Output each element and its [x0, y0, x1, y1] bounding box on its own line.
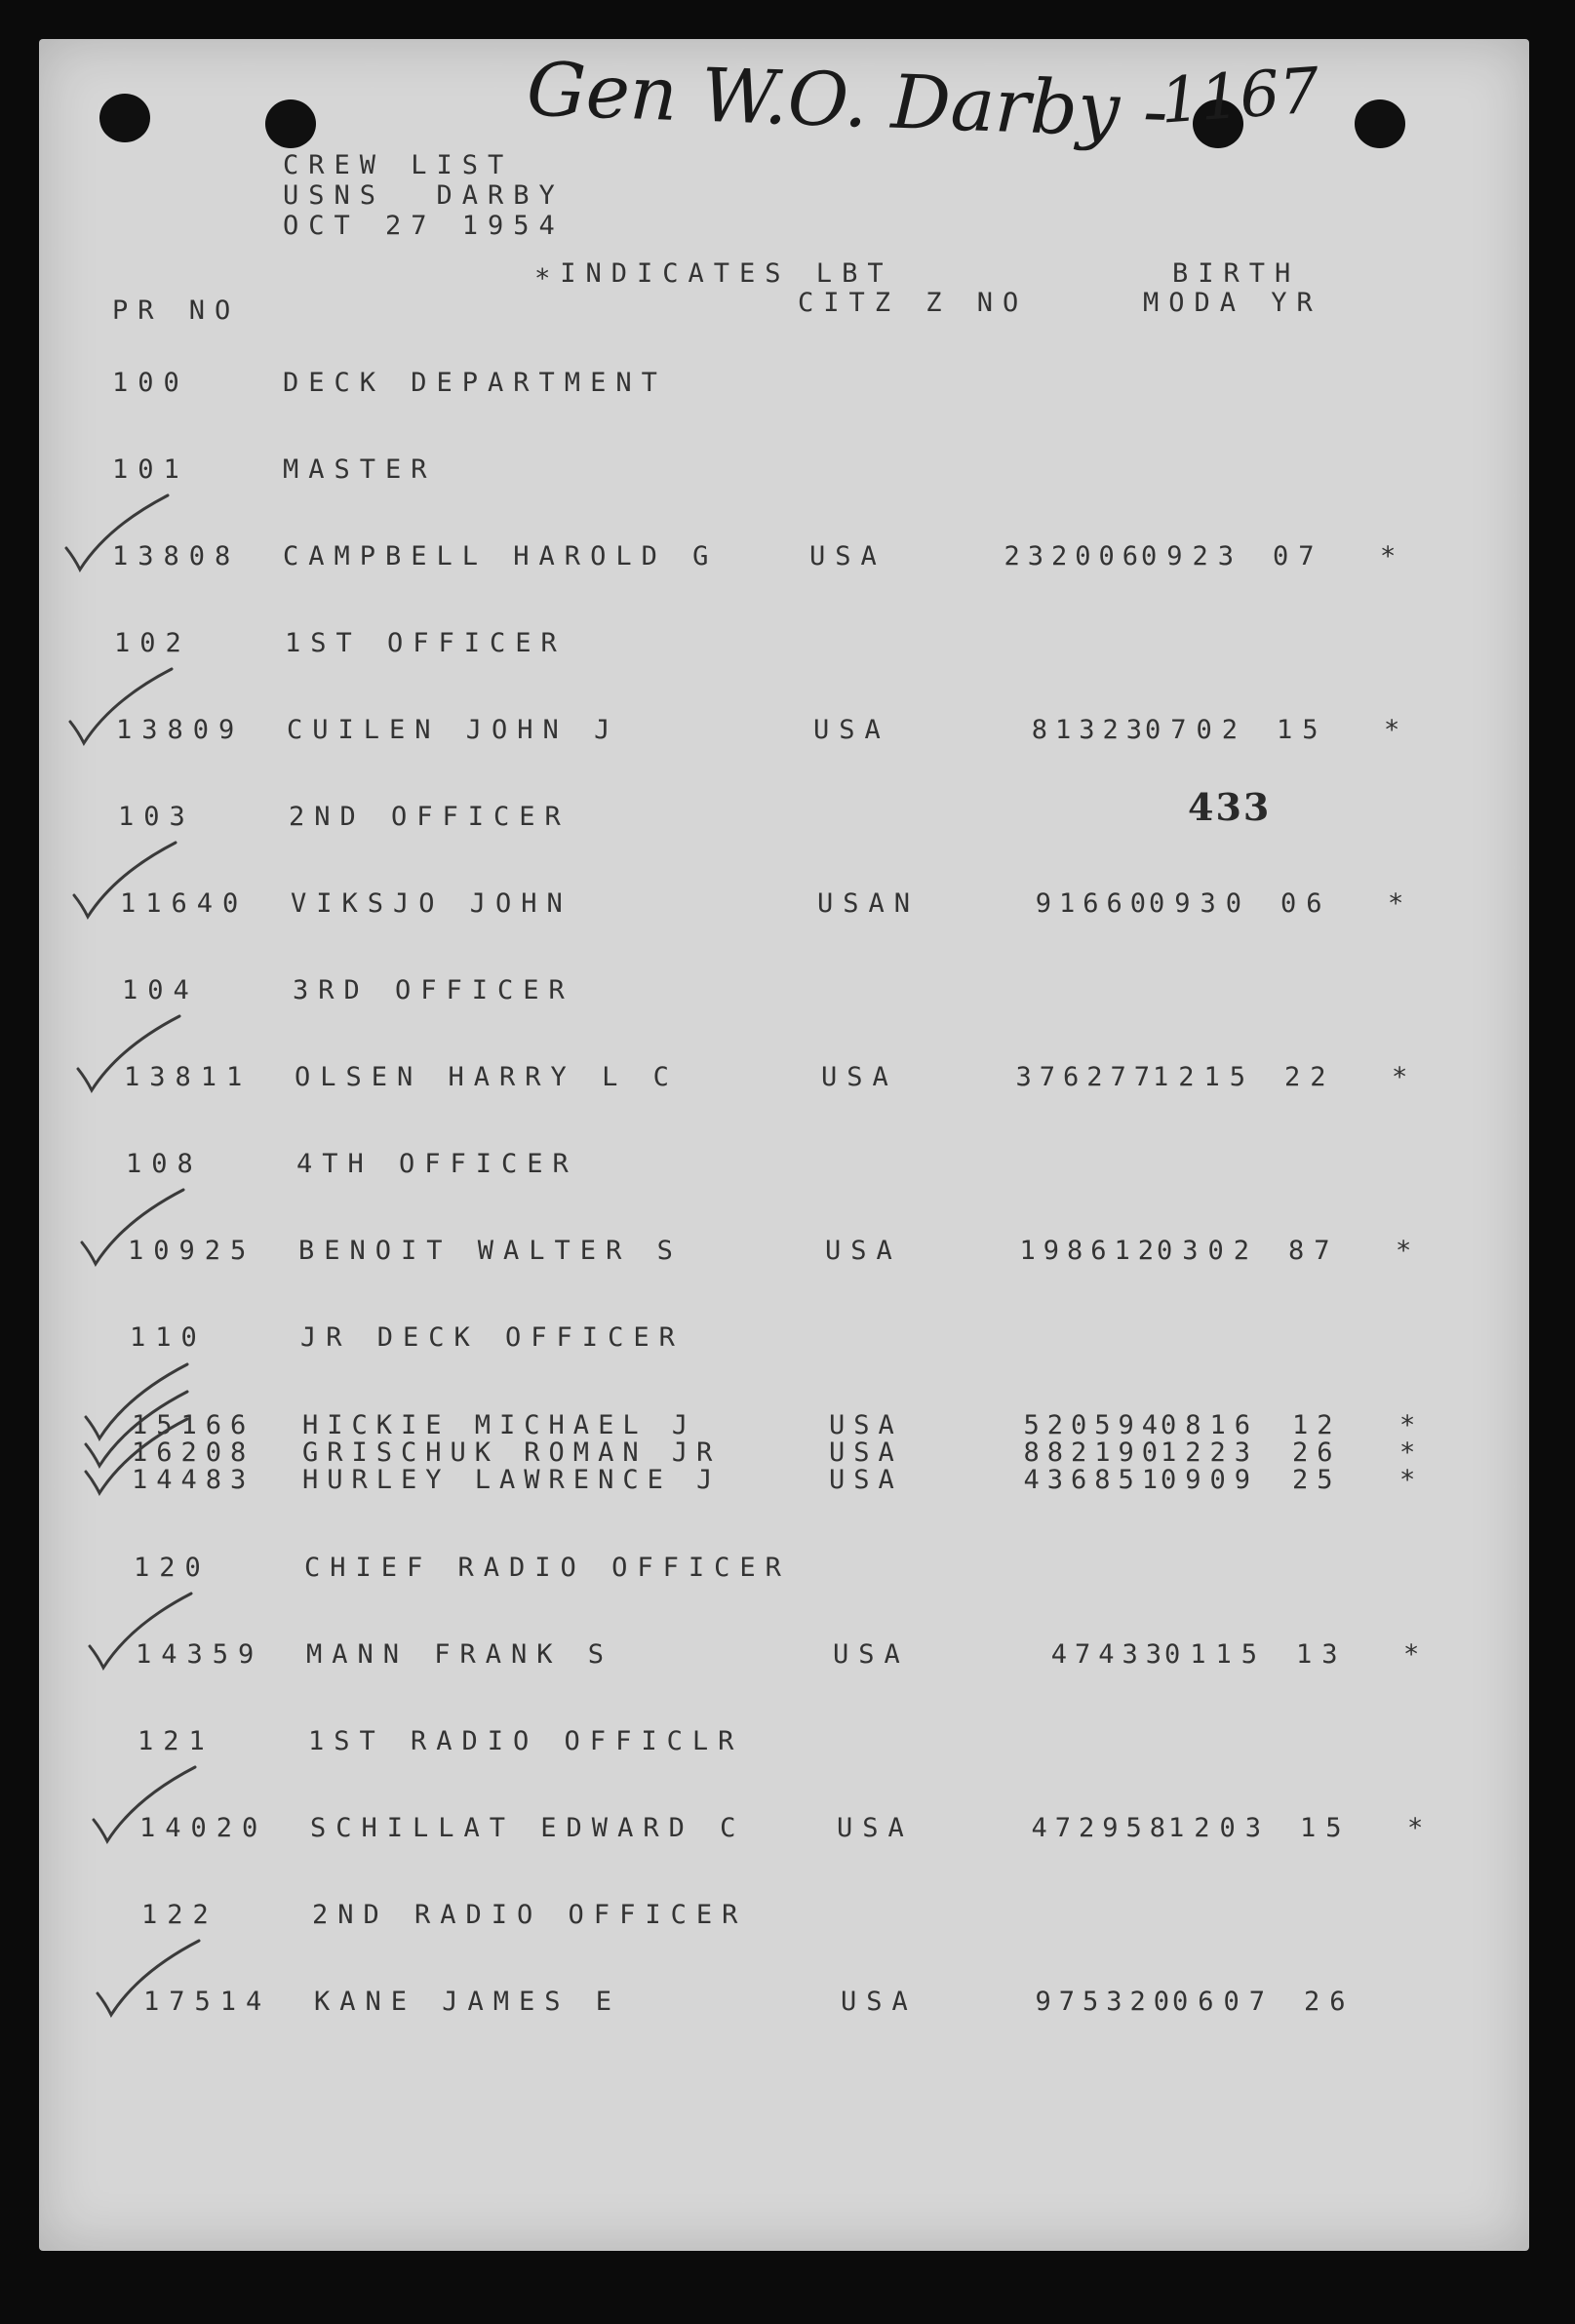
crew-citizenship: USA: [809, 541, 886, 571]
crew-pr-number: 11640: [120, 888, 249, 919]
crew-name: VIKSJO JOHN: [291, 888, 572, 919]
crew-birth-moda: 1223: [1161, 1438, 1260, 1468]
section-title: 2ND OFFICER: [289, 802, 571, 832]
section-code: 100: [112, 368, 189, 398]
crew-birth-year: 87: [1288, 1236, 1340, 1266]
crew-z-number: 520594: [1023, 1410, 1165, 1440]
section-title: DECK DEPARTMENT: [283, 368, 667, 398]
crew-citizenship: USA: [829, 1438, 903, 1468]
crew-birth-moda: 0909: [1161, 1465, 1260, 1495]
crew-lbt-mark: *: [1380, 541, 1406, 571]
crew-lbt-mark: *: [1399, 1410, 1425, 1440]
check-mark-icon: [60, 488, 177, 575]
crew-lbt-mark: *: [1396, 1236, 1422, 1266]
crew-z-number: 232006: [1004, 541, 1146, 571]
crew-birth-year: 12: [1292, 1410, 1342, 1440]
crew-birth-moda: 0702: [1145, 715, 1248, 745]
crew-birth-moda: 0816: [1161, 1410, 1260, 1440]
crew-birth-year: 22: [1284, 1062, 1336, 1092]
crew-name: BENOIT WALTER S: [298, 1236, 683, 1266]
section-title: JR DECK OFFICER: [300, 1322, 685, 1353]
crew-lbt-mark: *: [1399, 1465, 1425, 1495]
crew-birth-year: 13: [1296, 1639, 1348, 1670]
crew-citizenship: USA: [841, 1987, 918, 2017]
section-code: 108: [126, 1149, 203, 1179]
crew-pr-number: 14020: [139, 1813, 268, 1843]
handwritten-number: 1167: [1158, 55, 1322, 138]
crew-birth-moda: 1203: [1168, 1813, 1272, 1843]
crew-z-number: 472958: [1031, 1813, 1173, 1843]
section-code: 102: [114, 628, 191, 658]
handwritten-title: Gen W.O. Darby -: [525, 45, 1170, 155]
crew-name: CUILEN JOHN J: [287, 715, 620, 745]
section-title: 1ST RADIO OFFICLR: [308, 1726, 744, 1756]
crew-lbt-mark: *: [1392, 1062, 1418, 1092]
crew-z-number: 198612: [1019, 1236, 1162, 1266]
section-code: 121: [138, 1726, 215, 1756]
crew-z-number: 436851: [1023, 1465, 1165, 1495]
crew-citizenship: USA: [833, 1639, 910, 1670]
crew-birth-year: 26: [1292, 1438, 1342, 1468]
crew-pr-number: 16208: [132, 1438, 256, 1468]
section-code: 103: [118, 802, 195, 832]
punch-hole-left: [99, 94, 150, 142]
crew-pr-number: 14483: [132, 1465, 256, 1495]
section-title: 1ST OFFICER: [285, 628, 567, 658]
crew-citizenship: USA: [829, 1465, 903, 1495]
crew-lbt-mark: *: [1407, 1813, 1434, 1843]
crew-pr-number: 13808: [112, 541, 241, 571]
crew-citizenship: USA: [829, 1410, 903, 1440]
section-code: 122: [141, 1900, 218, 1930]
section-code: 104: [122, 975, 199, 1005]
crew-pr-number: 15166: [132, 1410, 256, 1440]
crew-name: SCHILLAT EDWARD C: [310, 1813, 746, 1843]
crew-name: GRISCHUK ROMAN JR: [302, 1438, 722, 1468]
check-mark-icon: [92, 1933, 209, 2021]
section-code: 120: [134, 1553, 211, 1583]
section-title: 3RD OFFICER: [293, 975, 574, 1005]
document-page: [39, 39, 1529, 2251]
column-header-citz-z-no: CITZ Z NO: [798, 288, 1029, 318]
check-mark-icon: [88, 1759, 205, 1847]
crew-lbt-mark: *: [1388, 888, 1414, 919]
punch-hole-center: [265, 99, 316, 148]
crew-z-number: 81323: [1031, 715, 1150, 745]
crew-citizenship: USA: [837, 1813, 914, 1843]
crew-citizenship: USAN: [817, 888, 921, 919]
crew-pr-number: 13811: [124, 1062, 253, 1092]
crew-pr-number: 17514: [143, 1987, 272, 2017]
crew-name: CAMPBELL HAROLD G: [283, 541, 719, 571]
crew-pr-number: 10925: [128, 1236, 256, 1266]
crew-birth-year: 15: [1300, 1813, 1352, 1843]
crew-birth-year: 15: [1277, 715, 1328, 745]
crew-name: OLSEN HARRY L C: [295, 1062, 679, 1092]
crew-birth-moda: 0302: [1157, 1236, 1260, 1266]
check-mark-icon: [72, 1008, 189, 1096]
header-date: OCT 27 1954: [283, 211, 565, 241]
column-header-moda-yr: MODA YR: [1143, 288, 1322, 318]
column-header-pr-no: PR NO: [112, 295, 241, 326]
section-code: 110: [130, 1322, 207, 1353]
crew-name: HICKIE MICHAEL J: [302, 1410, 697, 1440]
column-header-birth: BIRTH: [1172, 258, 1301, 289]
section-code: 101: [112, 454, 189, 485]
crew-birth-year: 06: [1280, 888, 1332, 919]
crew-pr-number: 14359: [136, 1639, 264, 1670]
crew-birth-moda: 0607: [1172, 1987, 1276, 2017]
crew-birth-moda: 0923: [1141, 541, 1244, 571]
crew-birth-year: 26: [1304, 1987, 1356, 2017]
crew-name: KANE JAMES E: [314, 1987, 622, 2017]
section-title: 4TH OFFICER: [296, 1149, 578, 1179]
crew-z-number: 376277: [1015, 1062, 1158, 1092]
crew-z-number: 47433: [1050, 1639, 1169, 1670]
check-mark-icon: [84, 1586, 201, 1674]
crew-lbt-mark: *: [1384, 715, 1410, 745]
section-title: CHIEF RADIO OFFICER: [304, 1553, 791, 1583]
crew-z-number: 882190: [1023, 1438, 1165, 1468]
crew-z-number: 91660: [1035, 888, 1154, 919]
header-crew-list: CREW LIST: [283, 150, 514, 180]
check-mark-icon: [76, 1182, 193, 1270]
crew-z-number: 975320: [1035, 1987, 1177, 2017]
punch-hole-right: [1355, 99, 1405, 148]
crew-name: HURLEY LAWRENCE J: [302, 1465, 722, 1495]
crew-citizenship: USA: [821, 1062, 898, 1092]
section-title: MASTER: [283, 454, 437, 485]
crew-lbt-mark: *: [1399, 1438, 1425, 1468]
check-mark-icon: [80, 1411, 197, 1499]
crew-citizenship: USA: [813, 715, 890, 745]
check-mark-icon: [64, 661, 181, 749]
crew-birth-year: 07: [1273, 541, 1324, 571]
column-header-indicates: ∗INDICATES LBT: [534, 258, 893, 289]
crew-name: MANN FRANK S: [306, 1639, 614, 1670]
page-number-stamp: 433: [1188, 785, 1272, 829]
crew-birth-year: 25: [1292, 1465, 1342, 1495]
crew-birth-moda: 1215: [1153, 1062, 1256, 1092]
crew-birth-moda: 0930: [1149, 888, 1252, 919]
check-mark-icon: [68, 835, 185, 923]
crew-citizenship: USA: [825, 1236, 902, 1266]
section-title: 2ND RADIO OFFICER: [312, 1900, 748, 1930]
header-ship-name: USNS DARBY: [283, 180, 565, 211]
crew-pr-number: 13809: [116, 715, 245, 745]
crew-birth-moda: 0115: [1164, 1639, 1268, 1670]
crew-lbt-mark: *: [1403, 1639, 1430, 1670]
